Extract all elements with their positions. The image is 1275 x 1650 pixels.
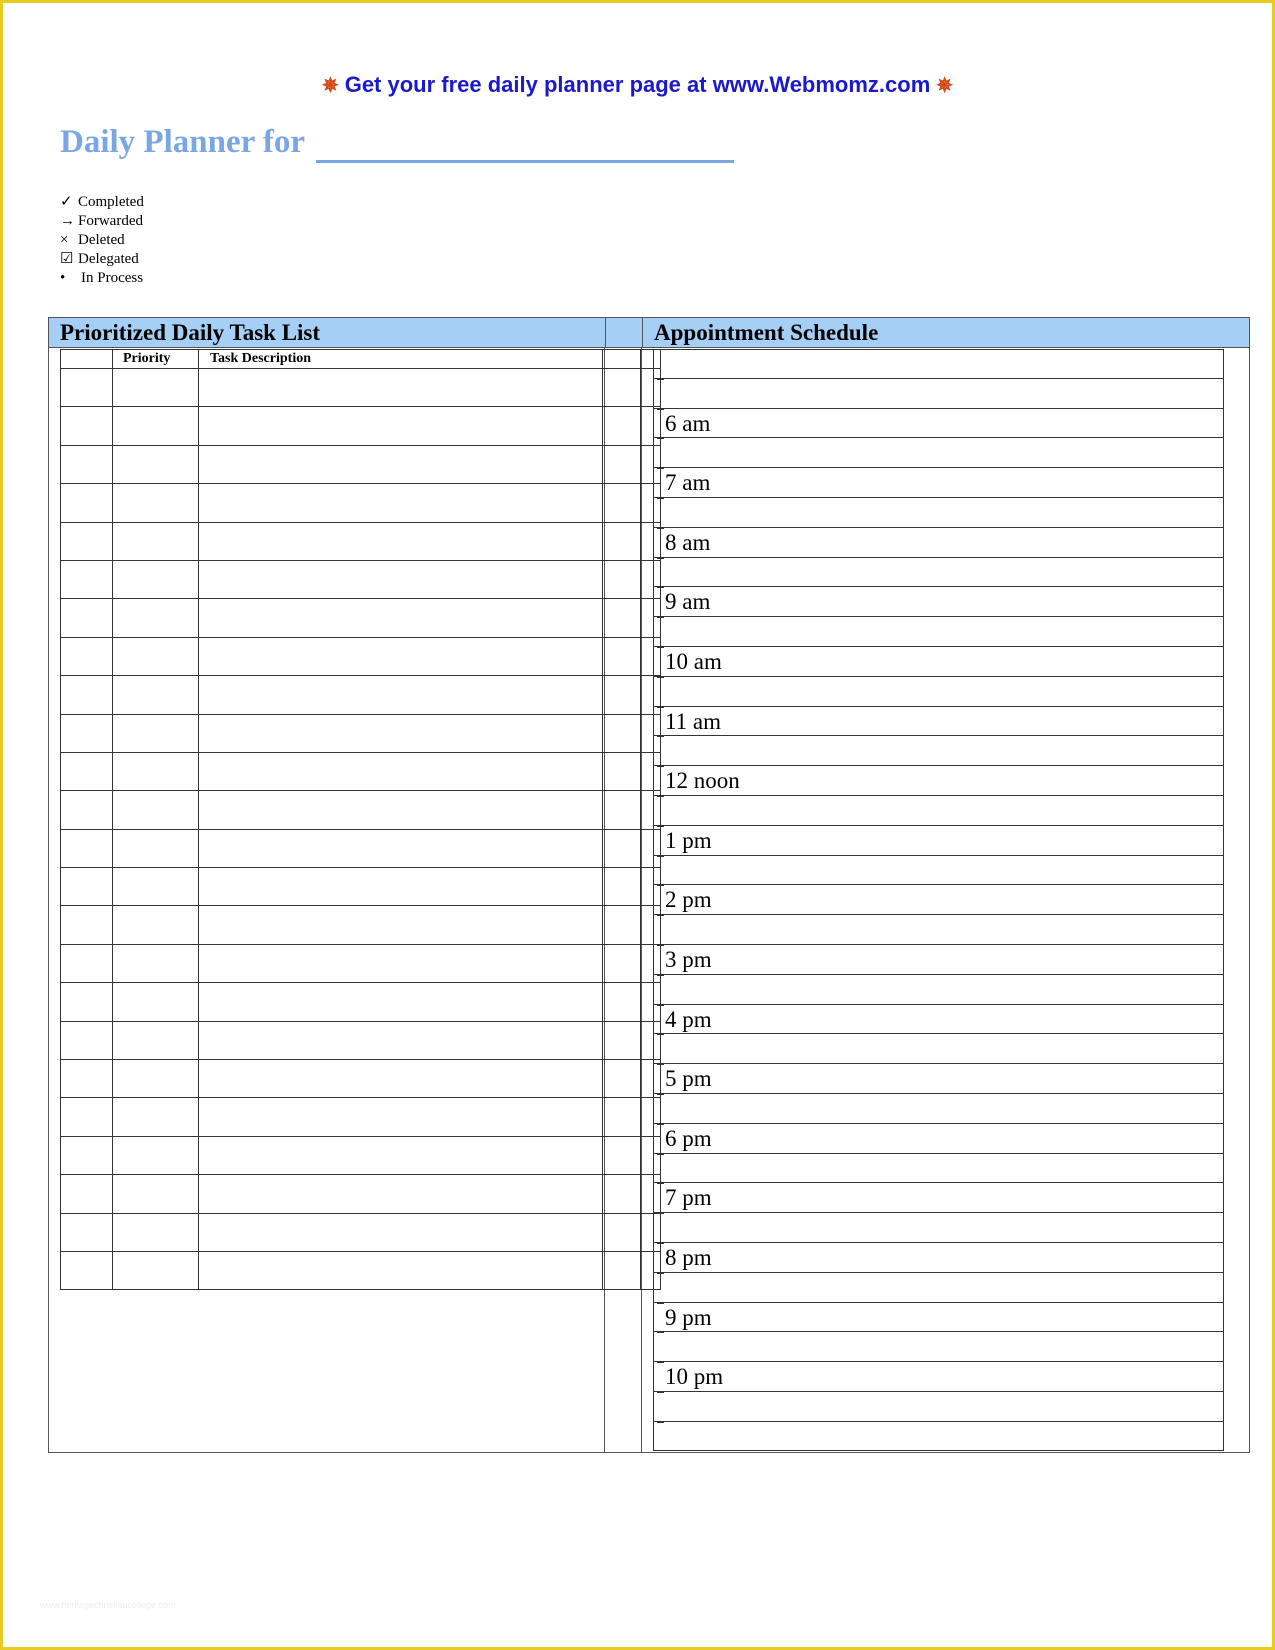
schedule-hour-slot[interactable]: 9 am (653, 587, 1224, 617)
task-row (61, 599, 661, 637)
task-status-cell[interactable] (61, 560, 113, 598)
priority-column-header: Priority (113, 350, 199, 369)
task-description-cell[interactable] (199, 560, 603, 598)
task-priority-cell[interactable] (113, 1098, 199, 1136)
task-description-cell[interactable] (199, 407, 603, 445)
task-description-cell[interactable] (199, 445, 603, 483)
task-description-cell[interactable] (199, 1213, 603, 1251)
task-priority-cell[interactable] (113, 1021, 199, 1059)
arrow-right-icon: → (60, 213, 75, 229)
schedule-hour-slot[interactable]: 4 pm (653, 1005, 1224, 1035)
legend-item (60, 193, 144, 212)
task-row (61, 714, 661, 752)
schedule-slot[interactable] (653, 796, 1224, 826)
task-extra-cell[interactable] (603, 637, 641, 675)
task-row (61, 1213, 661, 1251)
task-status-cell[interactable] (61, 484, 113, 522)
schedule-tick (657, 885, 664, 886)
task-extra-cell[interactable] (603, 791, 641, 829)
schedule-tick (657, 409, 664, 410)
task-extra-cell[interactable] (603, 1175, 641, 1213)
task-status-cell[interactable] (61, 944, 113, 982)
task-status-cell[interactable] (61, 445, 113, 483)
task-extra-cell[interactable] (603, 1136, 641, 1174)
task-extra-cell[interactable] (603, 484, 641, 522)
schedule-tick (657, 856, 664, 857)
schedule-slot[interactable] (653, 617, 1224, 647)
legend-label: Deleted (78, 232, 125, 248)
schedule-header (642, 318, 1249, 348)
schedule-hour-slot[interactable]: 10 pm (653, 1362, 1224, 1392)
task-extra-cell[interactable] (603, 714, 641, 752)
schedule-tick (657, 587, 664, 588)
schedule-tick (657, 438, 664, 439)
schedule-tick (657, 1303, 664, 1304)
promo-text[interactable]: Get your free daily planner page at www.Webmomz.com (344, 72, 931, 97)
task-priority-cell[interactable] (113, 868, 199, 906)
schedule-slot[interactable] (653, 1094, 1224, 1124)
schedule-slot[interactable] (653, 677, 1224, 707)
task-description-cell[interactable] (199, 1060, 603, 1098)
schedule-tick (657, 1005, 664, 1006)
header-spacer (605, 318, 642, 348)
date-input-line[interactable] (316, 160, 734, 163)
task-status-cell[interactable] (61, 983, 113, 1021)
schedule-tick (657, 647, 664, 648)
schedule-hour-slot[interactable]: 11 am (653, 707, 1224, 737)
task-priority-cell[interactable] (113, 407, 199, 445)
task-description-cell[interactable] (199, 676, 603, 714)
task-description-cell[interactable] (199, 944, 603, 982)
task-status-cell[interactable] (61, 407, 113, 445)
legend-label: Completed (78, 194, 144, 210)
page-title: Daily Planner for (60, 124, 306, 160)
schedule-tick (657, 528, 664, 529)
task-priority-cell[interactable] (113, 599, 199, 637)
task-priority-cell[interactable] (113, 560, 199, 598)
task-extra-cell[interactable] (603, 1060, 641, 1098)
task-extra-cell[interactable] (603, 752, 641, 790)
task-extra-cell[interactable] (603, 560, 641, 598)
task-extra-cell[interactable] (603, 1251, 641, 1289)
schedule-tick (657, 915, 664, 916)
task-description-cell[interactable] (199, 752, 603, 790)
task-description-cell[interactable] (199, 599, 603, 637)
bullet-icon: • (60, 270, 66, 286)
schedule-tick (657, 1154, 664, 1155)
legend (60, 193, 144, 288)
legend-item (60, 231, 144, 250)
task-row (61, 983, 661, 1021)
task-status-cell[interactable] (61, 829, 113, 867)
task-table-header-row (61, 350, 661, 369)
schedule-hour-slot[interactable]: 9 pm (653, 1303, 1224, 1333)
task-description-cell[interactable] (199, 1251, 603, 1289)
schedule-heading: Appointment Schedule (654, 320, 879, 345)
legend-item (60, 250, 144, 269)
task-priority-cell[interactable] (113, 637, 199, 675)
task-description-cell[interactable] (199, 1136, 603, 1174)
schedule-hour-slot[interactable]: 3 pm (653, 945, 1224, 975)
task-status-cell[interactable] (61, 1098, 113, 1136)
task-row (61, 1098, 661, 1136)
task-description-cell[interactable] (199, 829, 603, 867)
task-status-cell[interactable] (61, 1251, 113, 1289)
task-description-cell[interactable] (199, 906, 603, 944)
schedule-tick (657, 1392, 664, 1393)
task-extra-cell[interactable] (603, 445, 641, 483)
checkbox-icon: ☑ (60, 251, 74, 267)
schedule-tick (657, 707, 664, 708)
task-status-cell[interactable] (61, 369, 113, 407)
task-status-cell[interactable] (61, 714, 113, 752)
schedule-tick (657, 617, 664, 618)
schedule-slot[interactable] (653, 1213, 1224, 1243)
schedule-slot[interactable] (653, 856, 1224, 886)
schedule-tick (657, 975, 664, 976)
schedule-tick (657, 498, 664, 499)
task-status-cell[interactable] (61, 1213, 113, 1251)
task-extra-cell[interactable] (603, 407, 641, 445)
schedule-tick (657, 558, 664, 559)
schedule-slot[interactable] (653, 975, 1224, 1005)
task-row (61, 369, 661, 407)
task-status-cell[interactable] (61, 752, 113, 790)
task-extra-cell[interactable] (603, 1213, 641, 1251)
task-row (61, 944, 661, 982)
task-priority-cell[interactable] (113, 829, 199, 867)
task-priority-cell[interactable] (113, 714, 199, 752)
schedule-tick (657, 1094, 664, 1095)
task-priority-cell[interactable] (113, 983, 199, 1021)
schedule-tick (657, 1243, 664, 1244)
task-priority-cell[interactable] (113, 369, 199, 407)
schedule-slot[interactable] (653, 498, 1224, 528)
schedule-slot[interactable] (653, 558, 1224, 588)
check-column-header (61, 350, 113, 369)
task-status-cell[interactable] (61, 676, 113, 714)
task-row (61, 676, 661, 714)
task-row (61, 637, 661, 675)
task-priority-cell[interactable] (113, 752, 199, 790)
task-status-cell[interactable] (61, 791, 113, 829)
schedule-slot[interactable] (653, 349, 1224, 379)
star-icon: ✵ (936, 75, 954, 97)
schedule-tick (657, 736, 664, 737)
task-priority-cell[interactable] (113, 484, 199, 522)
schedule-tick (657, 468, 664, 469)
task-extra-cell[interactable] (603, 868, 641, 906)
task-extra-cell[interactable] (603, 522, 641, 560)
task-priority-cell[interactable] (113, 1213, 199, 1251)
task-row (61, 522, 661, 560)
task-description-cell[interactable] (199, 983, 603, 1021)
task-description-cell[interactable] (199, 484, 603, 522)
description-column-header: Task Description (199, 350, 603, 369)
task-priority-cell[interactable] (113, 791, 199, 829)
appointment-schedule (653, 349, 1224, 1451)
task-extra-cell[interactable] (603, 599, 641, 637)
legend-label: Forwarded (78, 213, 143, 229)
schedule-tick (657, 1422, 664, 1423)
schedule-hour-slot[interactable]: 1 pm (653, 826, 1224, 856)
schedule-tick (657, 1034, 664, 1035)
x-icon: × (60, 232, 69, 248)
schedule-slot[interactable] (653, 1154, 1224, 1184)
task-row (61, 1060, 661, 1098)
task-description-cell[interactable] (199, 1175, 603, 1213)
schedule-tick (657, 1124, 664, 1125)
schedule-tick (657, 677, 664, 678)
task-table (60, 349, 661, 1290)
schedule-hour-slot[interactable]: 8 am (653, 528, 1224, 558)
spacer-column-header (603, 350, 641, 369)
task-priority-cell[interactable] (113, 1175, 199, 1213)
schedule-tick (657, 1064, 664, 1065)
task-description-cell[interactable] (199, 868, 603, 906)
task-row (61, 868, 661, 906)
task-extra-cell[interactable] (603, 944, 641, 982)
task-priority-cell[interactable] (113, 906, 199, 944)
legend-item (60, 212, 144, 231)
task-status-cell[interactable] (61, 1021, 113, 1059)
task-status-cell[interactable] (61, 1175, 113, 1213)
task-row (61, 484, 661, 522)
legend-item (60, 269, 144, 288)
task-list-header (49, 318, 605, 348)
schedule-tick (657, 1183, 664, 1184)
task-status-cell[interactable] (61, 522, 113, 560)
schedule-hour-slot[interactable]: 7 pm (653, 1183, 1224, 1213)
schedule-tick (657, 1213, 664, 1214)
task-description-cell[interactable] (199, 791, 603, 829)
task-priority-cell[interactable] (113, 944, 199, 982)
schedule-slot[interactable] (653, 1034, 1224, 1064)
schedule-slot[interactable] (653, 1273, 1224, 1303)
schedule-tick (657, 945, 664, 946)
task-row (61, 445, 661, 483)
schedule-hour-slot[interactable]: 7 am (653, 468, 1224, 498)
task-priority-cell[interactable] (113, 445, 199, 483)
task-list-heading: Prioritized Daily Task List (60, 320, 321, 345)
task-description-cell[interactable] (199, 1021, 603, 1059)
task-priority-cell[interactable] (113, 522, 199, 560)
star-icon: ✵ (321, 75, 339, 97)
task-status-cell[interactable] (61, 637, 113, 675)
schedule-hour-slot[interactable]: 2 pm (653, 885, 1224, 915)
schedule-tick (657, 1273, 664, 1274)
task-extra-cell[interactable] (603, 676, 641, 714)
task-row (61, 906, 661, 944)
task-extra-cell[interactable] (603, 1021, 641, 1059)
task-row (61, 407, 661, 445)
schedule-hour-slot[interactable]: 12 noon (653, 766, 1224, 796)
task-status-cell[interactable] (61, 1136, 113, 1174)
task-priority-cell[interactable] (113, 1136, 199, 1174)
task-extra-cell[interactable] (603, 829, 641, 867)
task-description-cell[interactable] (199, 522, 603, 560)
task-description-cell[interactable] (199, 1098, 603, 1136)
task-extra-cell[interactable] (603, 1098, 641, 1136)
task-status-cell[interactable] (61, 1060, 113, 1098)
schedule-tick (657, 826, 664, 827)
schedule-tick (657, 1362, 664, 1363)
schedule-hour-slot[interactable]: 8 pm (653, 1243, 1224, 1273)
schedule-tick (657, 796, 664, 797)
task-extra-cell[interactable] (603, 906, 641, 944)
schedule-slot[interactable] (653, 915, 1224, 945)
task-description-cell[interactable] (199, 369, 603, 407)
task-status-cell[interactable] (61, 599, 113, 637)
task-row (61, 829, 661, 867)
watermark: www.heritagechristiancollege.com (40, 1600, 176, 1610)
task-description-cell[interactable] (199, 714, 603, 752)
schedule-tick (657, 349, 664, 350)
schedule-slot[interactable] (653, 736, 1224, 766)
task-row (61, 1251, 661, 1289)
task-row (61, 791, 661, 829)
schedule-tick (657, 766, 664, 767)
schedule-hour-slot[interactable]: 6 pm (653, 1124, 1224, 1154)
schedule-tick (657, 379, 664, 380)
task-row (61, 560, 661, 598)
promo-banner[interactable] (0, 72, 1275, 98)
task-extra-cell[interactable] (603, 369, 641, 407)
schedule-slot[interactable] (653, 1332, 1224, 1362)
schedule-hour-slot[interactable]: 10 am (653, 647, 1224, 677)
schedule-slot[interactable] (653, 438, 1224, 468)
task-description-cell[interactable] (199, 637, 603, 675)
checkmark-icon: ✓ (60, 194, 73, 210)
task-row (61, 752, 661, 790)
task-priority-cell[interactable] (113, 676, 199, 714)
task-priority-cell[interactable] (113, 1060, 199, 1098)
schedule-tick (657, 1332, 664, 1333)
schedule-hour-slot[interactable]: 5 pm (653, 1064, 1224, 1094)
legend-label: In Process (81, 270, 144, 286)
task-row (61, 1175, 661, 1213)
task-row (61, 1136, 661, 1174)
task-status-cell[interactable] (61, 868, 113, 906)
schedule-slot[interactable] (653, 1422, 1224, 1452)
task-row (61, 1021, 661, 1059)
task-extra-cell[interactable] (603, 983, 641, 1021)
schedule-hour-slot[interactable]: 6 am (653, 409, 1224, 439)
legend-label: Delegated (78, 251, 139, 267)
task-status-cell[interactable] (61, 906, 113, 944)
task-priority-cell[interactable] (113, 1251, 199, 1289)
schedule-slot[interactable] (653, 379, 1224, 409)
schedule-slot[interactable] (653, 1392, 1224, 1422)
